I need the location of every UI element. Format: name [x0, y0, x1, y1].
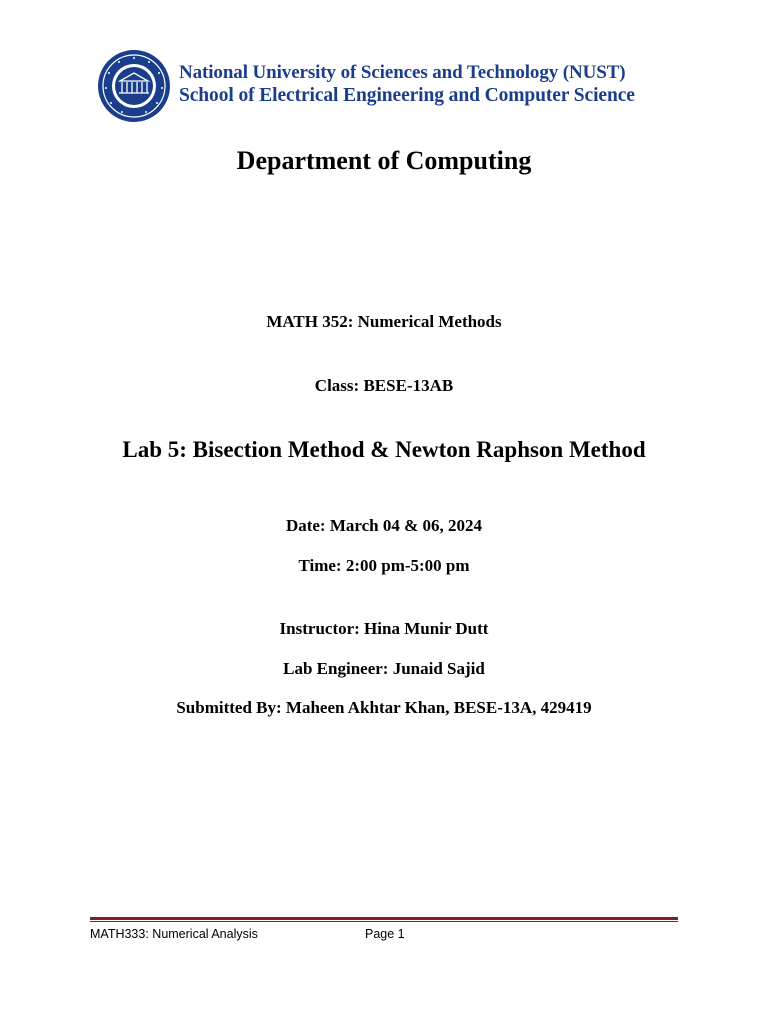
lab-date: Date: March 04 & 06, 2024 [285, 516, 483, 535]
nust-seal-icon [97, 49, 171, 123]
lab-engineer-name: Lab Engineer: Junaid Sajid [283, 659, 485, 678]
department-title: Department of Computing [236, 146, 532, 175]
class-label: Class: BESE-13AB [314, 376, 454, 395]
document-header [97, 49, 697, 125]
lab-time: Time: 2:00 pm-5:00 pm [298, 556, 470, 575]
footer-divider [90, 917, 678, 922]
school-name: School of Electrical Engineering and Computer Science [179, 85, 635, 106]
instructor-name: Instructor: Hina Munir Dutt [279, 619, 489, 638]
university-name: National University of Sciences and Technology (NUST) [179, 62, 626, 83]
footer-course: MATH333: Numerical Analysis [90, 927, 258, 941]
submitted-by: Submitted By: Maheen Akhtar Khan, BESE-13A, 429419 [176, 698, 592, 717]
course-title: MATH 352: Numerical Methods [266, 312, 502, 331]
page-number: Page 1 [365, 927, 405, 941]
lab-title: Lab 5: Bisection Method & Newton Raphson Method [122, 437, 646, 462]
